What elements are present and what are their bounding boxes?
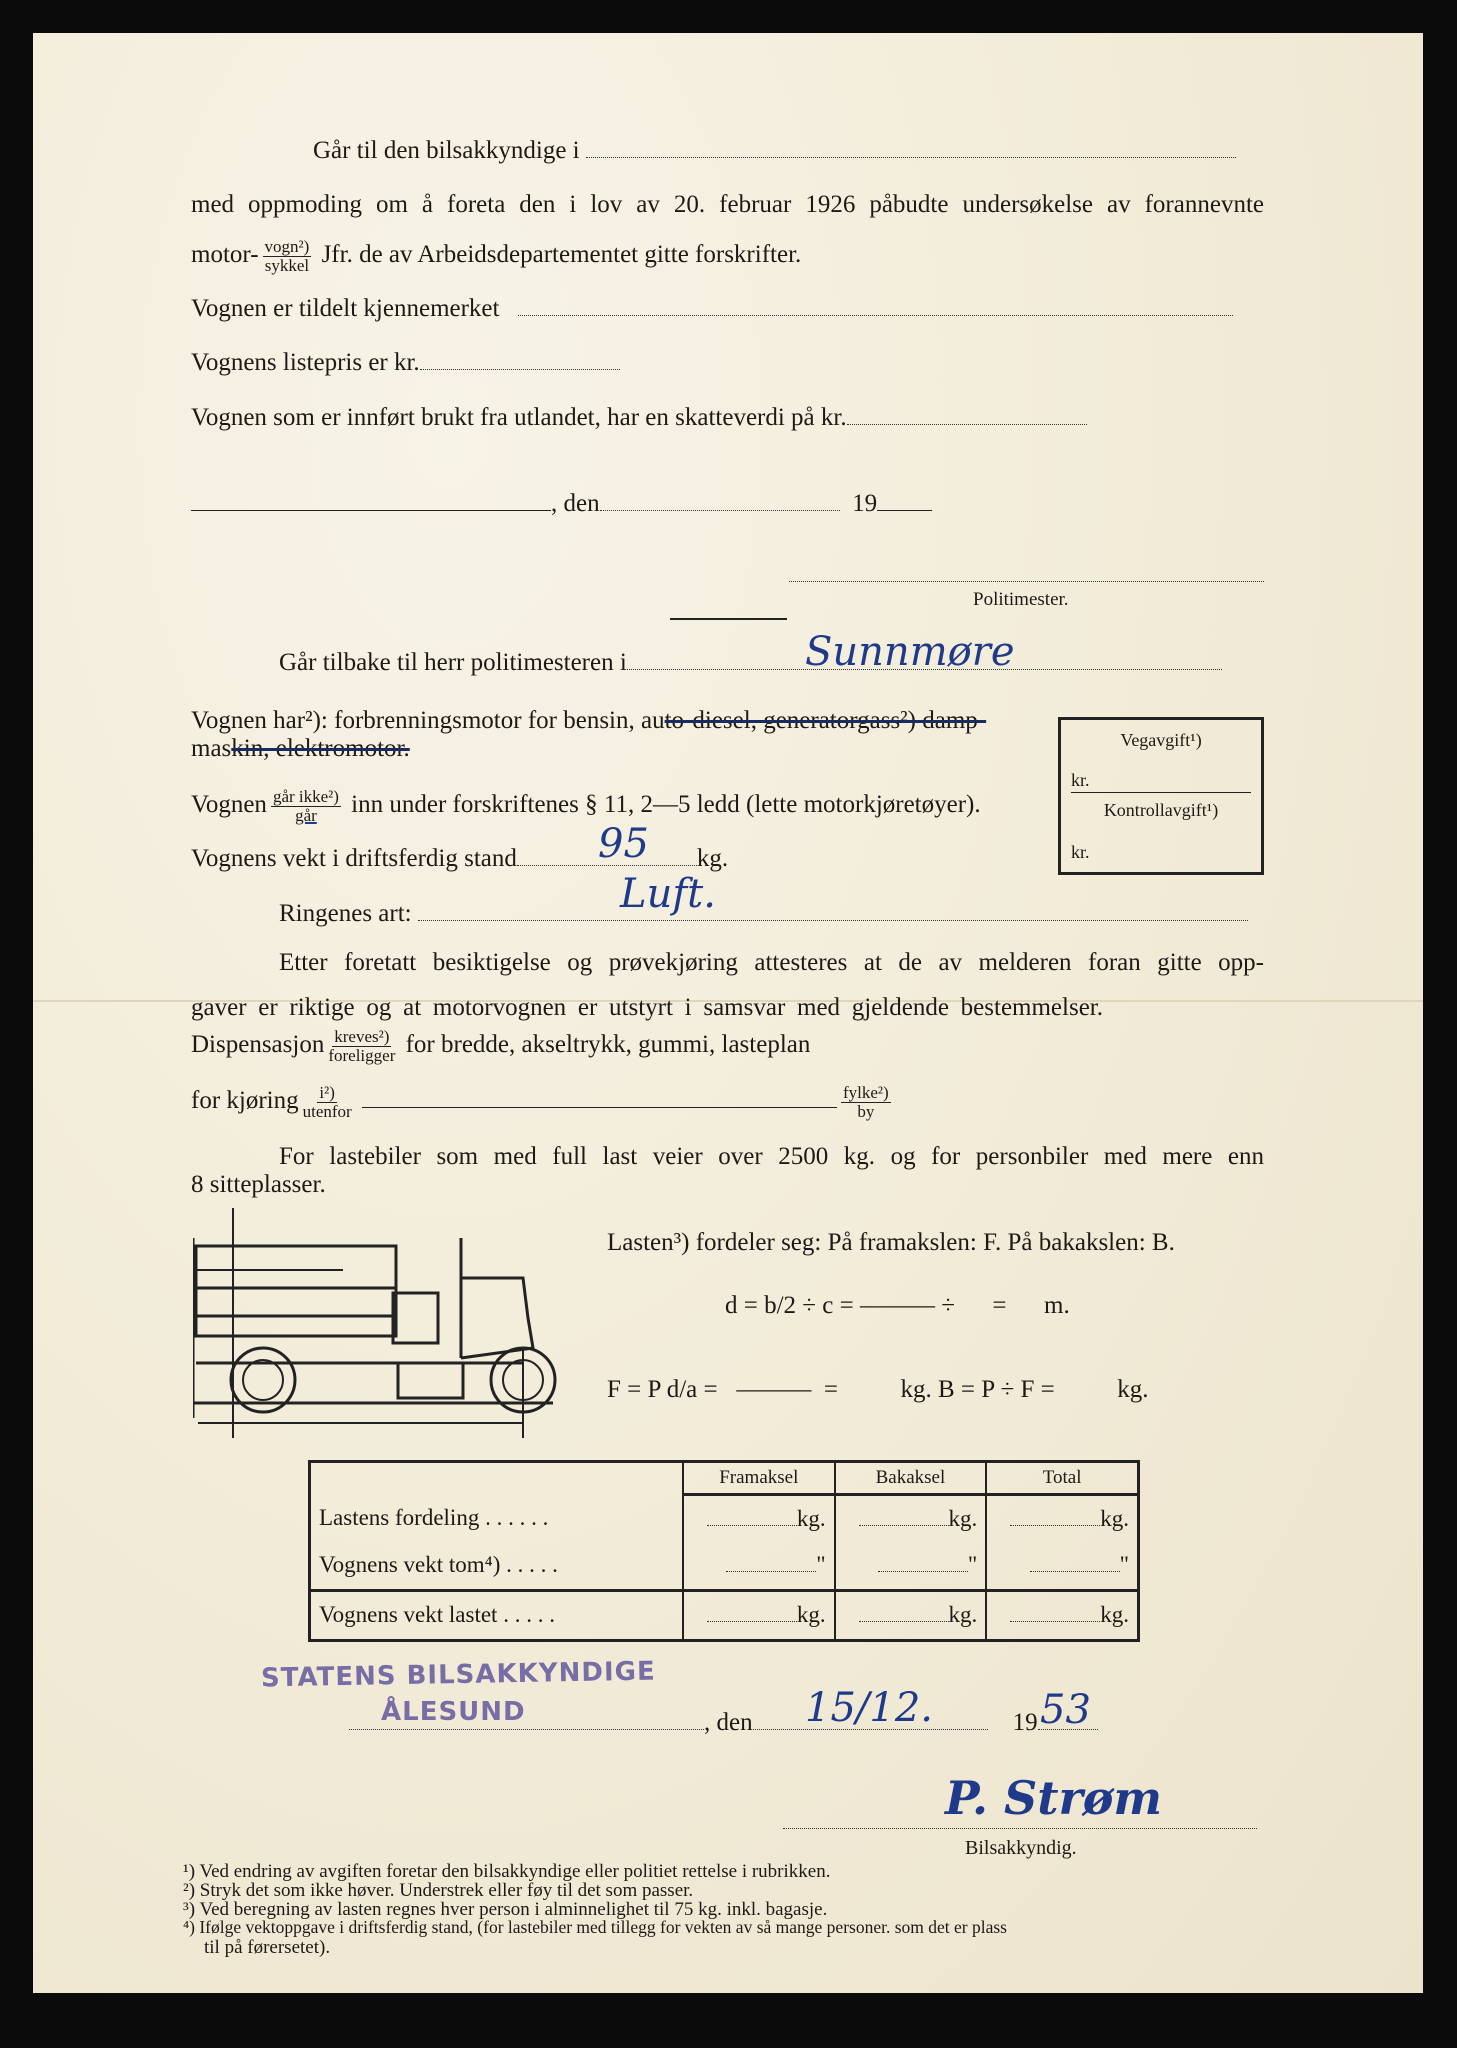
- handwritten-date: 15/12.: [805, 1685, 933, 1731]
- fee-divider: [1071, 792, 1251, 793]
- handwritten-vekt: 95: [598, 821, 649, 867]
- line-kjoring: [191, 1084, 895, 1121]
- section-divider: [670, 618, 787, 620]
- denominator: går: [295, 805, 317, 825]
- struck-text: kin, elektromotor.: [231, 735, 410, 762]
- field-date[interactable]: [600, 509, 840, 511]
- denominator: sykkel: [264, 255, 310, 275]
- fraction-i-utenfor: [303, 1084, 352, 1121]
- line-etter: Etter foretatt besiktigelse og prøvekjøring attesteres at de av melderen foran gitte opp-: [279, 949, 1264, 976]
- line-bilsakkyndige: [313, 138, 1236, 163]
- header-bakaksel: Bakaksel: [835, 1462, 987, 1495]
- footnote-4-cont: til på førersetet).: [204, 1937, 331, 1958]
- politimester-label: Politimester.: [973, 589, 1069, 610]
- field-skatteverdi[interactable]: [847, 423, 1087, 425]
- numerator: i²): [319, 1083, 335, 1102]
- corner-cell: [310, 1462, 684, 1495]
- load-distribution-table: [308, 1460, 1140, 1642]
- line-listepris: [191, 350, 620, 375]
- denominator: foreligger: [328, 1045, 396, 1065]
- row-label: Vognens vekt tom⁴) . . . . .: [319, 1552, 558, 1578]
- label: Vognens vekt i driftsferdig stand: [191, 845, 517, 872]
- formula-f: F = P d/a = ——— = kg. B = P ÷ F = kg.: [607, 1376, 1149, 1403]
- truck-diagram: [193, 1208, 563, 1438]
- handwritten-ringer: Luft.: [620, 871, 716, 917]
- fee-box: [1058, 717, 1264, 875]
- cell[interactable]: kg.: [835, 1590, 987, 1640]
- label: Går til den bilsakkyndige i: [313, 137, 580, 164]
- label: motor-: [191, 241, 259, 269]
- bilsakkyndig-label: Bilsakkyndig.: [965, 1837, 1077, 1859]
- line-place-date: [191, 491, 932, 516]
- field-place[interactable]: [191, 509, 551, 511]
- field-bilsakkyndige[interactable]: [586, 156, 1236, 158]
- struck-text: to-diesel, generatorgass²) damp-: [664, 707, 987, 734]
- field-kjennemerke[interactable]: [518, 314, 1233, 316]
- numerator: kreves²): [334, 1027, 390, 1046]
- field-place[interactable]: [349, 1728, 704, 1730]
- label: Vognen: [191, 791, 267, 819]
- row-label: Vognens vekt lastet . . . . .: [319, 1602, 555, 1628]
- footnote-4: ⁴) Ifølge vektoppgave i driftsferdig stand, (for lastebiler med tillegg for vekten av så mange personer. som det er plass: [183, 1917, 1007, 1937]
- handwritten-year: 53: [1040, 1687, 1091, 1733]
- table-row: [310, 1542, 1139, 1590]
- label: Vognen er tildelt kjennemerket: [191, 295, 500, 322]
- kontrollavgift-kr[interactable]: kr.: [1071, 842, 1090, 862]
- label: Vognen som er innført brukt fra utlandet, har en skatteverdi på kr.: [191, 404, 847, 431]
- stamp-line2: ÅLESUND: [381, 1697, 526, 1727]
- numerator: går ikke²): [272, 787, 339, 806]
- label: for kjøring: [191, 1087, 299, 1115]
- signature: P. Strøm: [945, 1771, 1163, 1825]
- label: Dispensasjon: [191, 1031, 325, 1059]
- denominator: by: [857, 1101, 875, 1121]
- politimester-signature-line[interactable]: [789, 581, 1264, 582]
- line-tilbake: [279, 650, 1222, 675]
- line-sitteplasser: 8 sitteplasser.: [191, 1171, 326, 1198]
- line-bilsakkyndig-date: [349, 1710, 1098, 1735]
- lasten-fordeling: Lasten³) fordeler seg: På framakslen: F. På bakakslen: B.: [607, 1229, 1175, 1256]
- cell[interactable]: kg.: [683, 1495, 835, 1543]
- cell[interactable]: ": [835, 1542, 987, 1590]
- label: kg.: [696, 845, 729, 872]
- label: 19: [852, 490, 878, 517]
- header-total: Total: [986, 1462, 1138, 1495]
- cell[interactable]: kg.: [835, 1495, 987, 1543]
- label: Jfr. de av Arbeidsdepartementet gitte forskrifter.: [321, 241, 802, 269]
- cell[interactable]: ": [986, 1542, 1138, 1590]
- label: Vognens listepris er kr.: [191, 349, 420, 376]
- numerator: fylke²): [842, 1083, 889, 1102]
- line-lette-motorkjoretoy: [191, 788, 981, 825]
- cell[interactable]: kg.: [986, 1590, 1138, 1640]
- denominator: utenfor: [302, 1101, 352, 1121]
- label: 19: [1012, 1709, 1038, 1736]
- fraction-gar: [271, 788, 341, 825]
- line-kjennemerke: [191, 296, 1233, 321]
- label: , den: [704, 1709, 753, 1736]
- label: , den: [551, 490, 600, 517]
- row-label: Lastens fordeling . . . . . .: [319, 1505, 549, 1531]
- label: Går tilbake til herr politimesteren i: [279, 649, 627, 676]
- footnote-3: ³) Ved beregning av lasten regnes hver person i alminnelighet til 75 kg. inkl. bagasje.: [183, 1899, 828, 1920]
- table-row: [310, 1495, 1139, 1543]
- cell[interactable]: kg.: [986, 1495, 1138, 1543]
- signature-line[interactable]: [783, 1828, 1257, 1829]
- field-year[interactable]: [877, 509, 932, 511]
- line-gaver: gaver er riktige og at motorvognen er utstyrt i samsvar med gjeldende bestemmelser.: [191, 994, 1103, 1021]
- handwritten-place: Sunnmøre: [805, 629, 1015, 675]
- formula-d: d = b/2 ÷ c = ——— ÷ = m.: [725, 1292, 1070, 1319]
- label: Ringenes art:: [279, 900, 412, 927]
- fraction-fylke-by: [841, 1084, 891, 1121]
- field-kjoring[interactable]: [362, 1106, 837, 1108]
- table-row: [310, 1590, 1139, 1640]
- header-framaksel: Framaksel: [683, 1462, 835, 1495]
- label: for bredde, akseltrykk, gummi, lasteplan: [405, 1031, 811, 1059]
- line-lastebiler: For lastebiler som med full last veier over 2500 kg. og for personbiler med mere enn: [279, 1143, 1264, 1170]
- fraction-vogn-sykkel: [263, 238, 312, 275]
- line-motor: [191, 238, 801, 275]
- label: mas: [191, 735, 232, 762]
- vegavgift-kr[interactable]: kr.: [1071, 770, 1090, 790]
- line-dispensasjon: [191, 1028, 810, 1065]
- footnote-2: ²) Stryk det som ikke høver. Understrek eller føy til det som passer.: [183, 1880, 694, 1901]
- stamp-line1: STATENS BILSAKKYNDIGE: [260, 1656, 656, 1694]
- kontrollavgift-label: Kontrollavgift¹): [1103, 800, 1219, 820]
- line-skatteverdi: [191, 405, 1087, 430]
- line-oppmoding: med oppmoding om å foreta den i lov av 20. februar 1926 påbudte undersøkelse av forannevnte: [191, 191, 1264, 218]
- field-listepris[interactable]: [420, 368, 620, 370]
- cell[interactable]: kg.: [683, 1590, 835, 1640]
- line-motortype: [191, 708, 986, 733]
- label: inn under forskriftenes § 11, 2—5 ledd (lette motorkjøretøyer).: [351, 791, 981, 819]
- vegavgift-label: Vegavgift¹): [1120, 730, 1202, 750]
- line-motortype-2: [191, 736, 410, 761]
- cell[interactable]: ": [683, 1542, 835, 1590]
- label: Vognen har²): forbrenningsmotor for bensin, au: [191, 707, 665, 734]
- line-ringer: [279, 901, 1248, 926]
- numerator: vogn²): [264, 237, 310, 256]
- field-ringer[interactable]: [418, 919, 1248, 921]
- fraction-kreves: [328, 1028, 395, 1065]
- footnote-1: ¹) Ved endring av avgiften foretar den bilsakkyndige eller politiet rettelse i rubrikken.: [183, 1861, 831, 1882]
